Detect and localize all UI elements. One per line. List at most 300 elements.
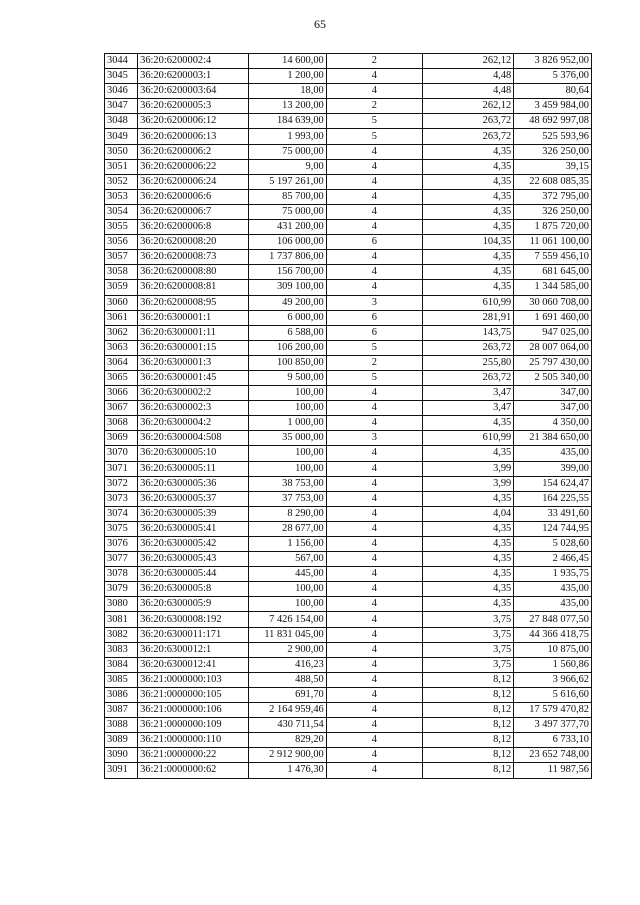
category-cell: 5 (326, 340, 422, 355)
area-cell: 829,20 (249, 733, 327, 748)
category-cell: 4 (326, 537, 422, 552)
value-cell: 2 466,45 (514, 552, 592, 567)
cadastral-number-cell: 36:20:6300005:43 (138, 552, 249, 567)
rate-cell: 4,48 (423, 69, 514, 84)
value-cell: 48 692 997,08 (514, 114, 592, 129)
area-cell: 1 993,00 (249, 129, 327, 144)
category-cell: 4 (326, 189, 422, 204)
cadastral-number-cell: 36:21:0000000:103 (138, 672, 249, 687)
table-row (105, 69, 592, 84)
area-cell: 100,00 (249, 446, 327, 461)
category-cell: 2 (326, 99, 422, 114)
category-cell: 5 (326, 129, 422, 144)
row-number-cell: 3069 (105, 431, 138, 446)
value-cell: 1 875 720,00 (514, 220, 592, 235)
row-number-cell: 3083 (105, 642, 138, 657)
category-cell: 5 (326, 370, 422, 385)
row-number-cell: 3068 (105, 416, 138, 431)
row-number-cell: 3047 (105, 99, 138, 114)
row-number-cell: 3072 (105, 476, 138, 491)
area-cell: 75 000,00 (249, 144, 327, 159)
table-row (105, 672, 592, 687)
rate-cell: 4,35 (423, 537, 514, 552)
table-row (105, 220, 592, 235)
row-number-cell: 3048 (105, 114, 138, 129)
area-cell: 5 197 261,00 (249, 174, 327, 189)
area-cell: 1 737 806,00 (249, 250, 327, 265)
table-row (105, 204, 592, 219)
table-row (105, 642, 592, 657)
category-cell: 4 (326, 506, 422, 521)
row-number-cell: 3085 (105, 672, 138, 687)
rate-cell: 4,35 (423, 416, 514, 431)
cadastral-number-cell: 36:20:6300004:508 (138, 431, 249, 446)
cadastral-number-cell: 36:20:6300005:10 (138, 446, 249, 461)
value-cell: 23 652 748,00 (514, 748, 592, 763)
cadastral-number-cell: 36:20:6300005:8 (138, 582, 249, 597)
row-number-cell: 3087 (105, 703, 138, 718)
rate-cell: 4,35 (423, 582, 514, 597)
row-number-cell: 3075 (105, 521, 138, 536)
category-cell: 4 (326, 159, 422, 174)
area-cell: 106 000,00 (249, 235, 327, 250)
rate-cell: 281,91 (423, 310, 514, 325)
rate-cell: 8,12 (423, 733, 514, 748)
area-cell: 2 900,00 (249, 642, 327, 657)
category-cell: 4 (326, 718, 422, 733)
row-number-cell: 3079 (105, 582, 138, 597)
table-row (105, 491, 592, 506)
row-number-cell: 3062 (105, 325, 138, 340)
value-cell: 3 497 377,70 (514, 718, 592, 733)
rate-cell: 263,72 (423, 114, 514, 129)
area-cell: 100,00 (249, 401, 327, 416)
row-number-cell: 3074 (105, 506, 138, 521)
cadastral-number-cell: 36:20:6300011:171 (138, 627, 249, 642)
table-row (105, 537, 592, 552)
value-cell: 7 559 456,10 (514, 250, 592, 265)
category-cell: 4 (326, 265, 422, 280)
area-cell: 9,00 (249, 159, 327, 174)
value-cell: 27 848 077,50 (514, 612, 592, 627)
rate-cell: 263,72 (423, 340, 514, 355)
category-cell: 4 (326, 703, 422, 718)
value-cell: 399,00 (514, 461, 592, 476)
area-cell: 35 000,00 (249, 431, 327, 446)
cadastral-number-cell: 36:20:6200008:20 (138, 235, 249, 250)
rate-cell: 8,12 (423, 703, 514, 718)
cadastral-number-cell: 36:20:6300001:45 (138, 370, 249, 385)
rate-cell: 4,35 (423, 220, 514, 235)
cadastral-number-cell: 36:21:0000000:110 (138, 733, 249, 748)
table-row (105, 733, 592, 748)
value-cell: 3 966,62 (514, 672, 592, 687)
cadastral-number-cell: 36:20:6300001:1 (138, 310, 249, 325)
rate-cell: 4,35 (423, 174, 514, 189)
area-cell: 38 753,00 (249, 476, 327, 491)
area-cell: 18,00 (249, 84, 327, 99)
table-row (105, 763, 592, 778)
cadastral-number-cell: 36:21:0000000:106 (138, 703, 249, 718)
table-row (105, 552, 592, 567)
cadastral-number-cell: 36:20:6200008:80 (138, 265, 249, 280)
table-row (105, 627, 592, 642)
area-cell: 13 200,00 (249, 99, 327, 114)
area-cell: 430 711,54 (249, 718, 327, 733)
area-cell: 37 753,00 (249, 491, 327, 506)
cadastral-number-cell: 36:20:6200006:24 (138, 174, 249, 189)
area-cell: 2 912 900,00 (249, 748, 327, 763)
category-cell: 4 (326, 461, 422, 476)
rate-cell: 4,35 (423, 446, 514, 461)
value-cell: 3 826 952,00 (514, 54, 592, 69)
value-cell: 435,00 (514, 446, 592, 461)
area-cell: 106 200,00 (249, 340, 327, 355)
cadastral-number-cell: 36:20:6200006:12 (138, 114, 249, 129)
table-row (105, 189, 592, 204)
table-row (105, 84, 592, 99)
table-row (105, 235, 592, 250)
row-number-cell: 3055 (105, 220, 138, 235)
row-number-cell: 3078 (105, 567, 138, 582)
row-number-cell: 3070 (105, 446, 138, 461)
rate-cell: 4,35 (423, 265, 514, 280)
cadastral-number-cell: 36:21:0000000:62 (138, 763, 249, 778)
value-cell: 10 875,00 (514, 642, 592, 657)
value-cell: 347,00 (514, 401, 592, 416)
cadastral-number-cell: 36:20:6300012:1 (138, 642, 249, 657)
area-cell: 2 164 959,46 (249, 703, 327, 718)
value-cell: 25 797 430,00 (514, 355, 592, 370)
rate-cell: 3,47 (423, 386, 514, 401)
category-cell: 4 (326, 552, 422, 567)
category-cell: 5 (326, 114, 422, 129)
category-cell: 4 (326, 69, 422, 84)
area-cell: 6 588,00 (249, 325, 327, 340)
table-row (105, 295, 592, 310)
area-cell: 14 600,00 (249, 54, 327, 69)
table-row (105, 174, 592, 189)
category-cell: 4 (326, 476, 422, 491)
rate-cell: 3,47 (423, 401, 514, 416)
cadastral-number-cell: 36:20:6200002:4 (138, 54, 249, 69)
value-cell: 5 376,00 (514, 69, 592, 84)
rate-cell: 4,35 (423, 189, 514, 204)
rate-cell: 4,35 (423, 597, 514, 612)
value-cell: 372 795,00 (514, 189, 592, 204)
table-row (105, 325, 592, 340)
area-cell: 100 850,00 (249, 355, 327, 370)
value-cell: 5 616,60 (514, 687, 592, 702)
row-number-cell: 3059 (105, 280, 138, 295)
category-cell: 4 (326, 174, 422, 189)
table-row (105, 657, 592, 672)
value-cell: 947 025,00 (514, 325, 592, 340)
cadastral-number-cell: 36:20:6200006:7 (138, 204, 249, 219)
category-cell: 6 (326, 325, 422, 340)
category-cell: 4 (326, 280, 422, 295)
cadastral-number-cell: 36:20:6300001:15 (138, 340, 249, 355)
rate-cell: 8,12 (423, 763, 514, 778)
table-row (105, 54, 592, 69)
rate-cell: 262,12 (423, 54, 514, 69)
value-cell: 5 028,60 (514, 537, 592, 552)
category-cell: 4 (326, 521, 422, 536)
area-cell: 11 831 045,00 (249, 627, 327, 642)
table-row (105, 416, 592, 431)
value-cell: 33 491,60 (514, 506, 592, 521)
cadastral-number-cell: 36:20:6300012:41 (138, 657, 249, 672)
area-cell: 156 700,00 (249, 265, 327, 280)
rate-cell: 610,99 (423, 295, 514, 310)
category-cell: 4 (326, 672, 422, 687)
land-registry-table (104, 53, 592, 779)
row-number-cell: 3046 (105, 84, 138, 99)
cadastral-number-cell: 36:20:6300005:42 (138, 537, 249, 552)
row-number-cell: 3056 (105, 235, 138, 250)
cadastral-number-cell: 36:20:6200005:3 (138, 99, 249, 114)
value-cell: 1 935,75 (514, 567, 592, 582)
cadastral-number-cell: 36:20:6200006:13 (138, 129, 249, 144)
category-cell: 6 (326, 235, 422, 250)
table-row (105, 567, 592, 582)
cadastral-number-cell: 36:20:6300005:37 (138, 491, 249, 506)
row-number-cell: 3057 (105, 250, 138, 265)
value-cell: 22 608 085,35 (514, 174, 592, 189)
row-number-cell: 3045 (105, 69, 138, 84)
rate-cell: 8,12 (423, 687, 514, 702)
category-cell: 4 (326, 204, 422, 219)
cadastral-number-cell: 36:20:6200006:8 (138, 220, 249, 235)
row-number-cell: 3080 (105, 597, 138, 612)
value-cell: 1 344 585,00 (514, 280, 592, 295)
cadastral-number-cell: 36:20:6300005:39 (138, 506, 249, 521)
table-row (105, 461, 592, 476)
area-cell: 691,70 (249, 687, 327, 702)
value-cell: 3 459 984,00 (514, 99, 592, 114)
table-row (105, 386, 592, 401)
category-cell: 4 (326, 84, 422, 99)
table-row (105, 250, 592, 265)
cadastral-number-cell: 36:20:6300005:11 (138, 461, 249, 476)
area-cell: 1 476,30 (249, 763, 327, 778)
rate-cell: 4,04 (423, 506, 514, 521)
table-row (105, 99, 592, 114)
rate-cell: 3,99 (423, 461, 514, 476)
area-cell: 1 000,00 (249, 416, 327, 431)
category-cell: 2 (326, 355, 422, 370)
category-cell: 4 (326, 401, 422, 416)
row-number-cell: 3050 (105, 144, 138, 159)
row-number-cell: 3081 (105, 612, 138, 627)
value-cell: 2 505 340,00 (514, 370, 592, 385)
cadastral-number-cell: 36:20:6300001:11 (138, 325, 249, 340)
cadastral-number-cell: 36:21:0000000:105 (138, 687, 249, 702)
value-cell: 30 060 708,00 (514, 295, 592, 310)
table-row (105, 265, 592, 280)
area-cell: 75 000,00 (249, 204, 327, 219)
cadastral-number-cell: 36:20:6300005:44 (138, 567, 249, 582)
category-cell: 4 (326, 642, 422, 657)
table-row (105, 340, 592, 355)
value-cell: 435,00 (514, 597, 592, 612)
value-cell: 4 350,00 (514, 416, 592, 431)
table-body (105, 54, 592, 779)
rate-cell: 263,72 (423, 370, 514, 385)
table-row (105, 748, 592, 763)
area-cell: 7 426 154,00 (249, 612, 327, 627)
value-cell: 28 007 064,00 (514, 340, 592, 355)
category-cell: 4 (326, 220, 422, 235)
rate-cell: 3,75 (423, 612, 514, 627)
area-cell: 6 000,00 (249, 310, 327, 325)
category-cell: 4 (326, 733, 422, 748)
category-cell: 4 (326, 748, 422, 763)
row-number-cell: 3077 (105, 552, 138, 567)
value-cell: 80,64 (514, 84, 592, 99)
table-row (105, 718, 592, 733)
cadastral-number-cell: 36:20:6200006:6 (138, 189, 249, 204)
cadastral-number-cell: 36:20:6200008:95 (138, 295, 249, 310)
cadastral-number-cell: 36:21:0000000:22 (138, 748, 249, 763)
rate-cell: 4,35 (423, 250, 514, 265)
value-cell: 1 560,86 (514, 657, 592, 672)
category-cell: 3 (326, 431, 422, 446)
rate-cell: 4,35 (423, 552, 514, 567)
cadastral-number-cell: 36:20:6200006:22 (138, 159, 249, 174)
table-row (105, 521, 592, 536)
cadastral-number-cell: 36:20:6300005:36 (138, 476, 249, 491)
rate-cell: 4,35 (423, 567, 514, 582)
area-cell: 100,00 (249, 386, 327, 401)
table-row (105, 431, 592, 446)
row-number-cell: 3086 (105, 687, 138, 702)
value-cell: 326 250,00 (514, 204, 592, 219)
row-number-cell: 3060 (105, 295, 138, 310)
category-cell: 4 (326, 763, 422, 778)
area-cell: 49 200,00 (249, 295, 327, 310)
rate-cell: 4,35 (423, 144, 514, 159)
value-cell: 124 744,95 (514, 521, 592, 536)
area-cell: 488,50 (249, 672, 327, 687)
table-row (105, 159, 592, 174)
cadastral-number-cell: 36:20:6300002:3 (138, 401, 249, 416)
category-cell: 4 (326, 567, 422, 582)
value-cell: 164 225,55 (514, 491, 592, 506)
row-number-cell: 3089 (105, 733, 138, 748)
rate-cell: 104,35 (423, 235, 514, 250)
cadastral-number-cell: 36:20:6300002:2 (138, 386, 249, 401)
rate-cell: 4,48 (423, 84, 514, 99)
row-number-cell: 3088 (105, 718, 138, 733)
row-number-cell: 3076 (105, 537, 138, 552)
row-number-cell: 3067 (105, 401, 138, 416)
category-cell: 4 (326, 627, 422, 642)
area-cell: 416,23 (249, 657, 327, 672)
row-number-cell: 3065 (105, 370, 138, 385)
row-number-cell: 3064 (105, 355, 138, 370)
cadastral-number-cell: 36:20:6200003:64 (138, 84, 249, 99)
area-cell: 1 156,00 (249, 537, 327, 552)
category-cell: 4 (326, 491, 422, 506)
value-cell: 347,00 (514, 386, 592, 401)
table-row (105, 703, 592, 718)
value-cell: 1 691 460,00 (514, 310, 592, 325)
area-cell: 445,00 (249, 567, 327, 582)
rate-cell: 8,12 (423, 672, 514, 687)
area-cell: 567,00 (249, 552, 327, 567)
row-number-cell: 3090 (105, 748, 138, 763)
table-row (105, 280, 592, 295)
table-row (105, 144, 592, 159)
table-row (105, 129, 592, 144)
cadastral-number-cell: 36:20:6200008:73 (138, 250, 249, 265)
category-cell: 4 (326, 582, 422, 597)
rate-cell: 255,80 (423, 355, 514, 370)
cadastral-number-cell: 36:20:6200006:2 (138, 144, 249, 159)
table-row (105, 355, 592, 370)
row-number-cell: 3058 (105, 265, 138, 280)
table-row (105, 370, 592, 385)
row-number-cell: 3061 (105, 310, 138, 325)
cadastral-number-cell: 36:20:6300005:9 (138, 597, 249, 612)
rate-cell: 3,75 (423, 657, 514, 672)
table-row (105, 687, 592, 702)
rate-cell: 263,72 (423, 129, 514, 144)
row-number-cell: 3082 (105, 627, 138, 642)
row-number-cell: 3066 (105, 386, 138, 401)
category-cell: 3 (326, 295, 422, 310)
value-cell: 525 593,96 (514, 129, 592, 144)
value-cell: 154 624,47 (514, 476, 592, 491)
category-cell: 4 (326, 612, 422, 627)
row-number-cell: 3071 (105, 461, 138, 476)
category-cell: 6 (326, 310, 422, 325)
rate-cell: 262,12 (423, 99, 514, 114)
value-cell: 11 061 100,00 (514, 235, 592, 250)
row-number-cell: 3044 (105, 54, 138, 69)
area-cell: 8 290,00 (249, 506, 327, 521)
area-cell: 1 200,00 (249, 69, 327, 84)
table-row (105, 114, 592, 129)
rate-cell: 8,12 (423, 718, 514, 733)
value-cell: 435,00 (514, 582, 592, 597)
value-cell: 17 579 470,82 (514, 703, 592, 718)
page-number: 65 (314, 17, 326, 31)
area-cell: 184 639,00 (249, 114, 327, 129)
category-cell: 4 (326, 657, 422, 672)
table-row (105, 612, 592, 627)
cadastral-number-cell: 36:20:6300005:41 (138, 521, 249, 536)
row-number-cell: 3091 (105, 763, 138, 778)
value-cell: 11 987,56 (514, 763, 592, 778)
category-cell: 2 (326, 54, 422, 69)
area-cell: 431 200,00 (249, 220, 327, 235)
table-row (105, 506, 592, 521)
area-cell: 100,00 (249, 597, 327, 612)
area-cell: 28 677,00 (249, 521, 327, 536)
category-cell: 4 (326, 386, 422, 401)
area-cell: 100,00 (249, 461, 327, 476)
rate-cell: 3,75 (423, 627, 514, 642)
category-cell: 4 (326, 446, 422, 461)
row-number-cell: 3049 (105, 129, 138, 144)
value-cell: 44 366 418,75 (514, 627, 592, 642)
table-row (105, 446, 592, 461)
category-cell: 4 (326, 597, 422, 612)
area-cell: 100,00 (249, 582, 327, 597)
cadastral-number-cell: 36:21:0000000:109 (138, 718, 249, 733)
